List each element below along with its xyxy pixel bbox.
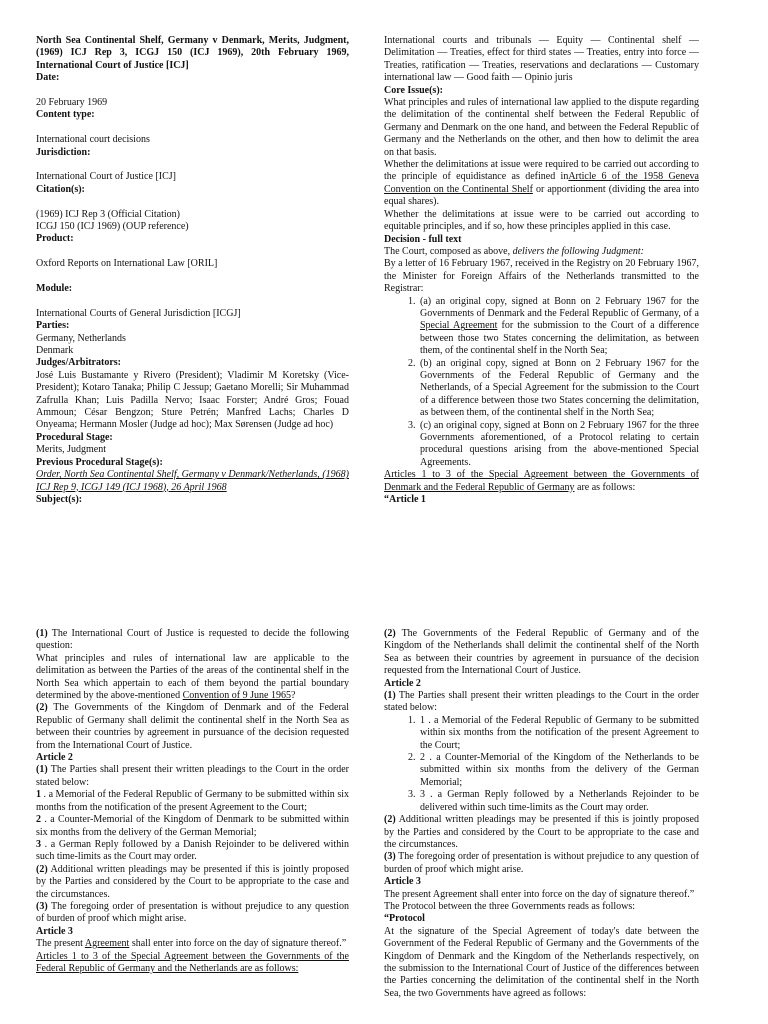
para-1 — [36, 628, 349, 653]
column-2 — [384, 35, 699, 545]
a2-item-1 — [36, 789, 349, 814]
case-title: North Sea Continental Shelf, Germany v Denmark, Merits, Judgment, (1969) ICJ Rep 3, ICGJ 150 (ICJ 1969), 20th February 1969, International Court of Justice [ICJ] — [36, 35, 349, 71]
item-number: 1 — [36, 789, 41, 801]
question — [36, 653, 349, 703]
item-a-text: (a) an original copy, signed at Bonn on 2 February 1967 for the Governments of Denmark and the Federal Republic of Germany, of a — [420, 295, 699, 319]
item-number: 2 — [36, 814, 41, 826]
jurisdiction-value: International Court of Justice [ICJ] — [36, 171, 176, 183]
para-number: (2) — [384, 628, 396, 639]
para-2 — [384, 628, 699, 678]
judges-label: Judges/Arbitrators: — [36, 357, 121, 369]
para-text: The Parties shall present their written pleadings to the Court in the order stated below: — [384, 690, 699, 714]
a3-text: The present Agreement shall enter into force on the day of signature thereof.” — [384, 888, 695, 900]
date-label: Date: — [36, 72, 60, 84]
a3-pre: The present — [36, 938, 85, 950]
procedural-stage-label: Procedural Stage: — [36, 431, 113, 443]
column-1 — [36, 35, 349, 545]
item-text: . a Memorial of the Federal Republic of Germany to be submitted within six months from the notification of the present Agreement to the Court; — [36, 789, 349, 813]
article-2-label: Article 2 — [384, 677, 421, 689]
para-text: The International Court of Justice is requested to decide the following question: — [36, 628, 349, 652]
subjects-text: International courts and tribunals — Equity — Continental shelf — Delimitation — Treaties, effect for third states — Treaties, entry into force — Treaties, ratification — Treaties, reservations and declarations — Customary international law — Good faith — Opinio juris — [384, 35, 699, 84]
letter-text: By a letter of 16 February 1967, received in the Registry on 20 February 1967, the Minister for Foreign Affairs of the Netherlands transmitted to the Registrar: — [384, 258, 699, 295]
citation-1: (1969) ICJ Rep 3 (Official Citation) — [36, 208, 180, 220]
article-2-label: Article 2 — [36, 752, 73, 764]
transmitted-list — [384, 296, 699, 470]
delivers-judgment: delivers the following Judgment: — [512, 245, 644, 257]
a2-para-3 — [36, 901, 349, 926]
para-number: (3) — [384, 851, 396, 863]
para-text: Additional written pleadings may be presented if this is jointly proposed by the Parties and considered by the Court to be appropriate to the case and the circumstances. — [384, 814, 699, 850]
a3-text — [36, 938, 349, 950]
a2-item-3 — [36, 839, 349, 864]
question-text: What principles and rules of international law are applicable to the delimitation as between the Parties of the areas of the continental shelf in the North Sea which appertain to each of them beyond the partial boundary determined by the above-mentioned — [36, 652, 349, 702]
para-number: (2) — [384, 814, 396, 826]
core-issue-2 — [384, 159, 699, 209]
convention-link[interactable]: Convention of 9 June 1965 — [182, 690, 291, 702]
article-1-label: “Article 1 — [384, 494, 426, 506]
para-text: The foregoing order of presentation is without prejudice to any question of burden of proof which might arise. — [36, 900, 349, 925]
court-composed-text: The Court, composed as above, — [384, 245, 513, 257]
para-number: (1) — [36, 764, 48, 776]
list-item: 2. (b) an original copy, signed at Bonn on 2 February 1967 for the Governments of the Federal Republic of Germany and the Netherlands, of a Special Agreement for the submission to the Court of a difference between those two States concerning the delimitation, as between them, of the continental shelf in the North Sea; — [418, 358, 699, 420]
court-composed — [384, 246, 699, 258]
core-issues-label: Core Issue(s): — [384, 84, 443, 96]
list-item: 3. (c) an original copy, signed at Bonn on 2 February 1967 for the three Governments aforementioned, of a Protocol relating to certain procedural questions arising from the above-mentioned Special Agreements. — [418, 420, 699, 470]
special-agreement-link[interactable]: Special Agreement — [420, 320, 498, 332]
agreement-link[interactable]: Agreement — [84, 938, 130, 950]
item-number: 3 — [36, 838, 41, 850]
article-3-label: Article 3 — [384, 876, 421, 888]
para-number: (2) — [36, 702, 48, 714]
content-type-value: International court decisions — [36, 134, 150, 146]
judges-value: José Luis Bustamante y Rivero (President); Vladimir M Koretsky (Vice-President); Kotaro Tanaka; Philip C Jessup; Gaetano Morelli; Sir Muhammad Zafrulla Khan; Luis Padilla Nervo; Isaac Forster; André Gros; Fouad Ammoun; César Bengzon; Sture Petrén; Manfred Lachs; Charles D Onyeama; Hermann Mosler (Judge ad hoc); Max Sørensen (Judge ad hoc) — [36, 369, 349, 431]
item-text: . a German Reply followed by a Danish Rejoinder to be delivered within such time-limits as the Court may order. — [36, 838, 349, 863]
articles-link[interactable]: Articles 1 to 3 of the Special Agreement between the Governments of Denmark and the Federal Republic of Germany — [384, 469, 699, 493]
protocol-label: “Protocol — [384, 913, 425, 925]
article-3-label: Article 3 — [36, 925, 73, 937]
column-3 — [36, 628, 349, 1024]
decision-label: Decision - full text — [384, 233, 462, 245]
item-a-tail: for the submission to the Court of a difference between those two States concerning the delimitation, as between them, of the continental shelf in the North Sea; — [420, 320, 699, 357]
para-number: (1) — [384, 690, 396, 702]
subjects-label: Subject(s): — [36, 493, 83, 505]
list-item: 1. 1 . a Memorial of the Federal Republic of Germany to be submitted within six months from the notification of the present Agreement to the Court; — [418, 715, 699, 752]
a2-item-2 — [36, 814, 349, 839]
a2-para-3 — [384, 851, 699, 876]
para-text: The Governments of the Federal Republic of Germany and of the Kingdom of the Netherlands shall delimit the continental shelf of the North Sea as between their countries by agreement in pursuance of the decision requested from the International Court of Justice. — [384, 628, 699, 677]
party-1: Germany, Netherlands — [36, 332, 126, 344]
module-label: Module: — [36, 283, 73, 295]
question-tail: ? — [290, 690, 296, 702]
article-6-link[interactable]: Article 6 of the 1958 Geneva Convention on the Continental Shelf — [384, 171, 699, 195]
citations-label: Citation(s): — [36, 183, 85, 195]
core-issue-1: What principles and rules of international law applied to the dispute regarding the delimitation of the continental shelf between the Federal Republic of Germany and Denmark on the one hand, and between the Federal Republic of Germany and the Netherlands on the other, and then how to delimit the area on that basis. — [384, 97, 699, 158]
articles-tail: are as follows: — [574, 481, 636, 493]
date-value: 20 February 1969 — [36, 97, 108, 109]
core-issue-2-text: Whether the delimitations at issue were required to be carried out according to the principle of equidistance as defined in — [384, 159, 699, 183]
para-number: (2) — [36, 863, 48, 875]
procedural-stage-value: Merits, Judgment — [36, 444, 106, 456]
content-type-label: Content type: — [36, 109, 95, 121]
para-text: Additional written pleadings may be presented if this is jointly proposed by the Parties and considered by the Court to be appropriate to the case and the circumstances. — [36, 863, 349, 900]
protocol-text: At the signature of the Special Agreement of today's date between the Government of the Federal Republic of Germany and the Governments of the Kingdom of Denmark and the Kingdom of the Netherlands respectively, on the submission to the International Court of Justice of the differences between the Parties concerning the delimitation of the continental shelf in the North Sea, the two Governments have agreed as follows: — [384, 925, 699, 999]
module-value: International Courts of General Jurisdiction [ICGJ] — [36, 307, 241, 319]
a2-para-1 — [36, 764, 349, 789]
previous-stage-link[interactable]: Order, North Sea Continental Shelf, Germany v Denmark/Netherlands, (1968) ICJ Rep 9, ICGJ 149 (ICJ 1968), 26 April 1968 — [36, 469, 349, 493]
articles-netherlands-link[interactable]: Articles 1 to 3 of the Special Agreement between the Governments of the Federal Republic of Germany and the Netherlands are as follows: — [36, 950, 349, 974]
list-item: 2. 2 . a Counter-Memorial of the Kingdom of the Netherlands to be submitted within six months from the delivery of the German Memorial; — [418, 752, 699, 789]
a2-para-2 — [36, 864, 349, 901]
para-number: (1) — [36, 628, 48, 639]
core-issue-2-tail: or apportionment (dividing the area into equal shares). — [384, 183, 699, 208]
citation-2: ICGJ 150 (ICJ 1969) (OUP reference) — [36, 221, 189, 233]
item-text: . a Counter-Memorial of the Kingdom of Denmark to be submitted within six months from the delivery of the German Memorial; — [36, 814, 349, 838]
core-issue-3: Whether the delimitations at issue were to be carried out according to equitable principles, and if so, how these principles applied in this case. — [384, 208, 699, 233]
product-label: Product: — [36, 233, 74, 245]
party-2: Denmark — [36, 345, 74, 357]
parties-label: Parties: — [36, 320, 70, 332]
a2-para-2 — [384, 814, 699, 851]
a3-post: shall enter into force on the day of signature thereof.” — [129, 938, 347, 950]
para-text: The Parties shall present their written pleadings to the Court in the order stated below: — [36, 764, 349, 788]
articles-paragraph — [384, 469, 699, 494]
pleadings-list — [384, 715, 699, 814]
para-text: The foregoing order of presentation is without prejudice to any question of burden of proof which might arise. — [384, 851, 699, 875]
list-item: 3. 3 . a German Reply followed by a Netherlands Rejoinder to be delivered within such time-limits as the Court may order. — [418, 789, 699, 814]
para-text: The Governments of the Kingdom of Denmark and of the Federal Republic of Germany shall delimit the continental shelf in the North Sea as between their countries by agreement in pursuance of the decision requested from the International Court of Justice. — [36, 702, 349, 751]
protocol-intro: The Protocol between the three Governments reads as follows: — [384, 900, 636, 912]
list-item — [418, 296, 699, 358]
previous-stage-label: Previous Procedural Stage(s): — [36, 456, 163, 468]
a2-para-1 — [384, 690, 699, 715]
para-2 — [36, 702, 349, 752]
para-number: (3) — [36, 900, 48, 912]
column-4 — [384, 628, 699, 1024]
jurisdiction-label: Jurisdiction: — [36, 146, 91, 158]
product-value: Oxford Reports on International Law [ORIL] — [36, 258, 218, 270]
